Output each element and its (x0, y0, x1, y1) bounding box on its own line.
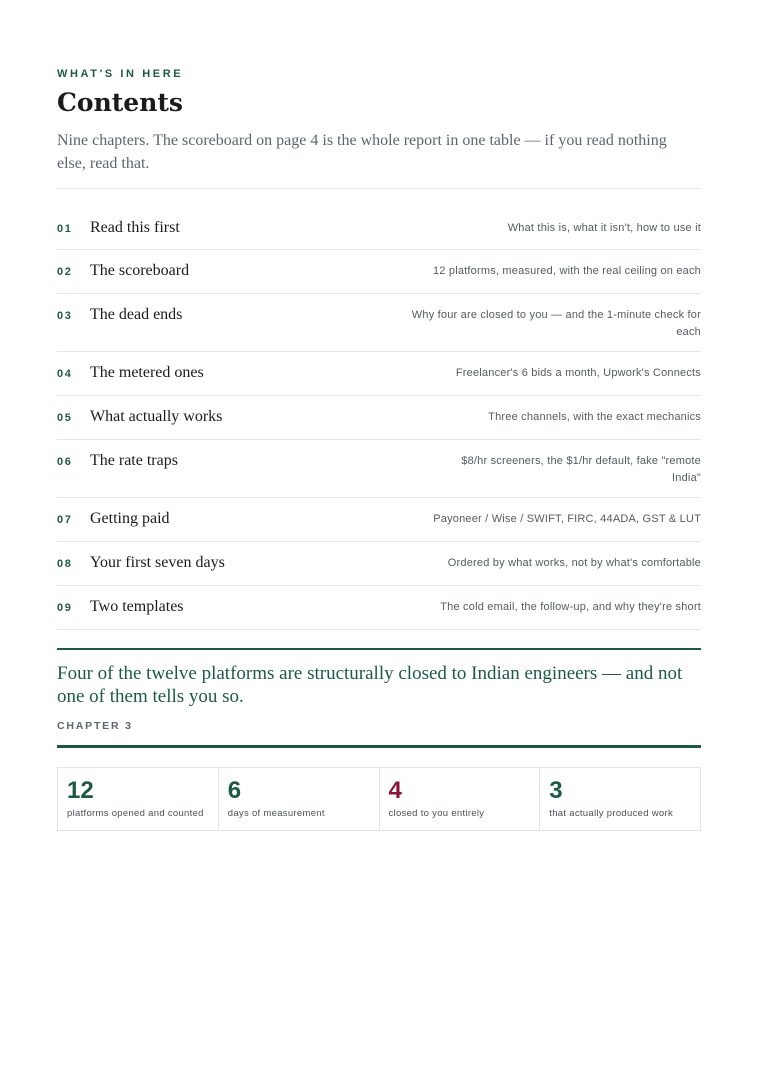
toc-number: 06 (57, 456, 73, 468)
toc-number: 09 (57, 602, 73, 614)
pullquote-citation: CHAPTER 3 (57, 720, 133, 732)
toc-description: Why four are closed to you — and the 1-minute check for each (411, 309, 701, 338)
intro-paragraph: Nine chapters. The scoreboard on page 4 is the whole report in one table — if you read nothing else, read that. (57, 132, 667, 172)
toc-number: 07 (57, 514, 73, 526)
toc-description: 12 platforms, measured, with the real ceiling on each (432, 265, 701, 277)
stat-label: days of measurement (227, 808, 325, 819)
toc-number: 08 (57, 558, 73, 570)
stat-label: closed to you entirely (388, 808, 485, 819)
stat-card (539, 767, 701, 831)
toc-title: The scoreboard (90, 262, 190, 279)
stat-label: platforms opened and counted (67, 808, 204, 819)
section-eyebrow: WHAT'S IN HERE (57, 68, 184, 80)
page-title: Contents (57, 88, 184, 117)
toc-description: $8/hr screeners, the $1/hr default, fake "remote India" (461, 455, 701, 484)
toc-row-05[interactable] (57, 396, 701, 440)
toc-row-03[interactable] (57, 294, 701, 352)
pullquote-top-rule (57, 648, 701, 650)
toc-row-04[interactable] (57, 352, 701, 396)
toc-row-07[interactable] (57, 498, 701, 542)
toc-title: The metered ones (90, 364, 204, 381)
toc-number: 03 (57, 310, 73, 322)
stat-card (379, 767, 541, 831)
toc-title: Your first seven days (90, 554, 225, 571)
toc-title: What actually works (90, 408, 223, 425)
stat-value: 3 (549, 777, 563, 804)
toc-row-01[interactable] (57, 206, 701, 250)
pullquote-text: Four of the twelve platforms are structurally closed to Indian engineers — and not one of them tells you so. (57, 663, 683, 707)
toc-description: Freelancer's 6 bids a month, Upwork's Connects (455, 367, 701, 379)
stat-value: 12 (67, 777, 94, 804)
toc-title: Read this first (90, 219, 180, 236)
toc-number: 04 (57, 368, 73, 380)
toc-row-09[interactable] (57, 586, 701, 630)
stats-strip (57, 767, 701, 831)
toc-number: 05 (57, 412, 73, 424)
toc-row-02[interactable] (57, 250, 701, 294)
toc-description: Payoneer / Wise / SWIFT, FIRC, 44ADA, GST & LUT (433, 513, 701, 525)
table-of-contents (57, 206, 701, 630)
top-divider (57, 188, 701, 189)
toc-title: The dead ends (90, 306, 183, 323)
toc-number: 01 (57, 223, 73, 235)
toc-description: The cold email, the follow-up, and why they're short (440, 601, 701, 613)
toc-title: Two templates (90, 598, 184, 615)
toc-description: Three channels, with the exact mechanics (488, 411, 701, 423)
toc-description: What this is, what it isn't, how to use it (507, 222, 701, 234)
toc-row-08[interactable] (57, 542, 701, 586)
toc-title: Getting paid (90, 510, 170, 527)
pullquote-bottom-rule (57, 745, 701, 748)
toc-title: The rate traps (90, 452, 178, 469)
stat-label: that actually produced work (549, 808, 673, 819)
stat-value: 6 (227, 777, 242, 804)
toc-description: Ordered by what works, not by what's comfortable (447, 557, 701, 569)
stat-card (218, 767, 380, 831)
toc-number: 02 (57, 266, 73, 278)
stat-card (57, 767, 219, 831)
toc-row-06[interactable] (57, 440, 701, 498)
stat-value: 4 (388, 777, 402, 804)
